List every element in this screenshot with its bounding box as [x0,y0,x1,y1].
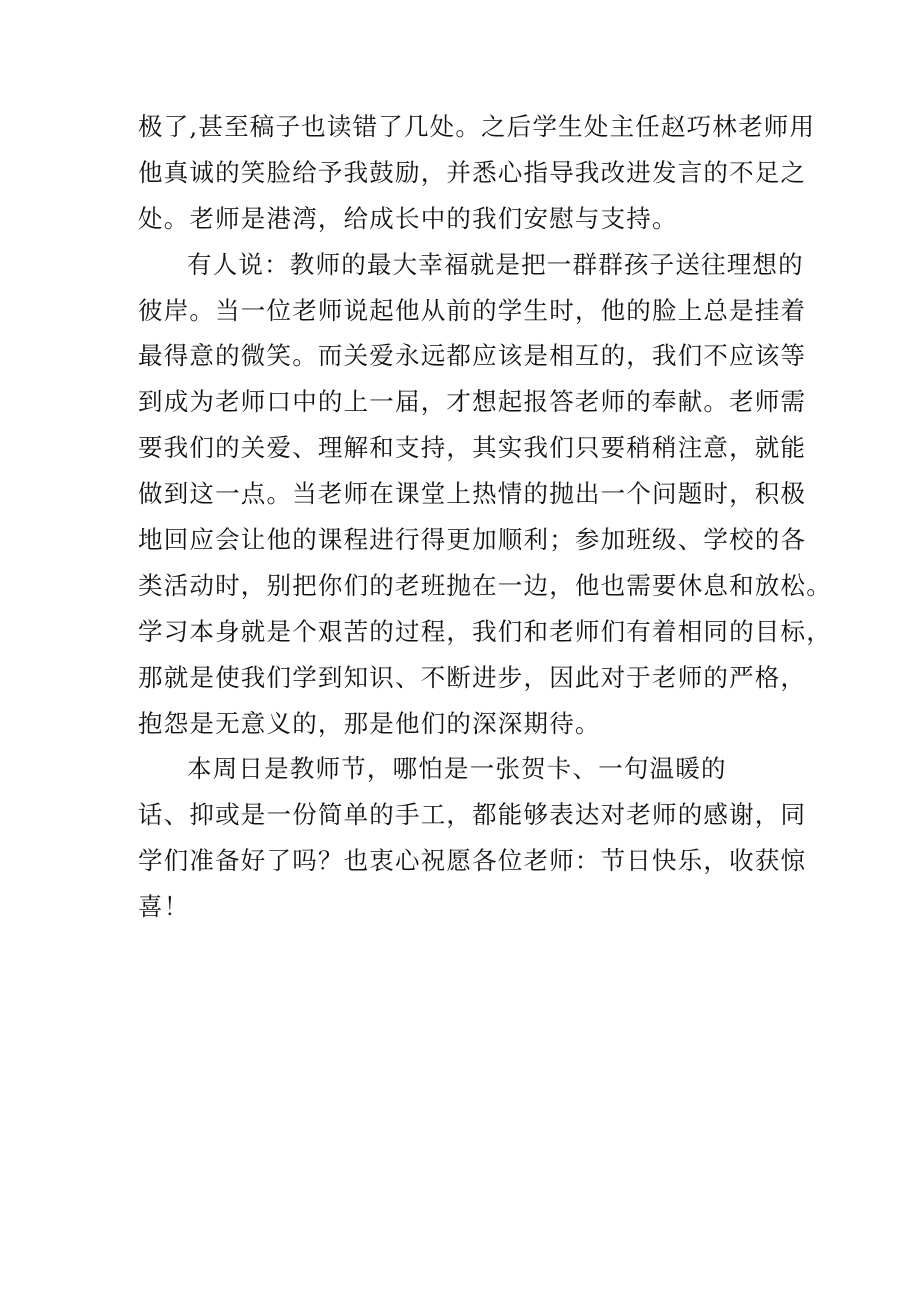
text-line: 彼岸。当一位老师说起他从前的学生时，他的脸上总是挂着 [138,295,807,325]
text-line: 有人说：教师的最大幸福就是把一群群孩子送往理想的 [187,249,804,279]
text-line: 处。老师是港湾，给成长中的我们安慰与支持。 [138,203,678,233]
text-line: 本周日是教师节，哪怕是一张贺卡、一句温暖的 [187,754,727,784]
text-line: 类活动时，别把你们的老班抛在一边，他也需要休息和放松。 [138,570,832,600]
document-body [138,104,832,930]
text-line: 学习本身就是个艰苦的过程，我们和老师们有着相同的目标， [138,616,832,646]
text-line: 学们准备好了吗？也衷心祝愿各位老师：节日快乐，收获惊 [138,846,807,876]
text-line: 极了,甚至稿子也读错了几处。之后学生处主任赵巧林老师用 [138,112,816,141]
text-line: 话、抑或是一份简单的手工，都能够表达对老师的感谢，同 [138,800,807,830]
text-line: 最得意的微笑。而关爱永远都应该是相互的，我们不应该等 [138,341,807,371]
paragraph-1 [138,104,816,242]
text-line: 到成为老师口中的上一届，才想起报答老师的奉献。老师需 [138,387,807,417]
paragraph-3 [138,746,807,930]
text-line: 那就是使我们学到知识、不断进步，因此对于老师的严格， [138,662,807,692]
text-line: 做到这一点。当老师在课堂上热情的抛出一个问题时，积极 [138,479,807,509]
text-line: 他真诚的笑脸给予我鼓励，并悉心指导我改进发言的不足之 [138,157,807,187]
text-line: 要我们的关爱、理解和支持，其实我们只要稍稍注意，就能 [138,433,807,463]
text-line: 抱怨是无意义的，那是他们的深深期待。 [138,708,601,738]
paragraph-2 [138,242,832,747]
text-line: 地回应会让他的课程进行得更加顺利；参加班级、学校的各 [138,525,807,555]
text-line: 喜！ [138,892,190,922]
